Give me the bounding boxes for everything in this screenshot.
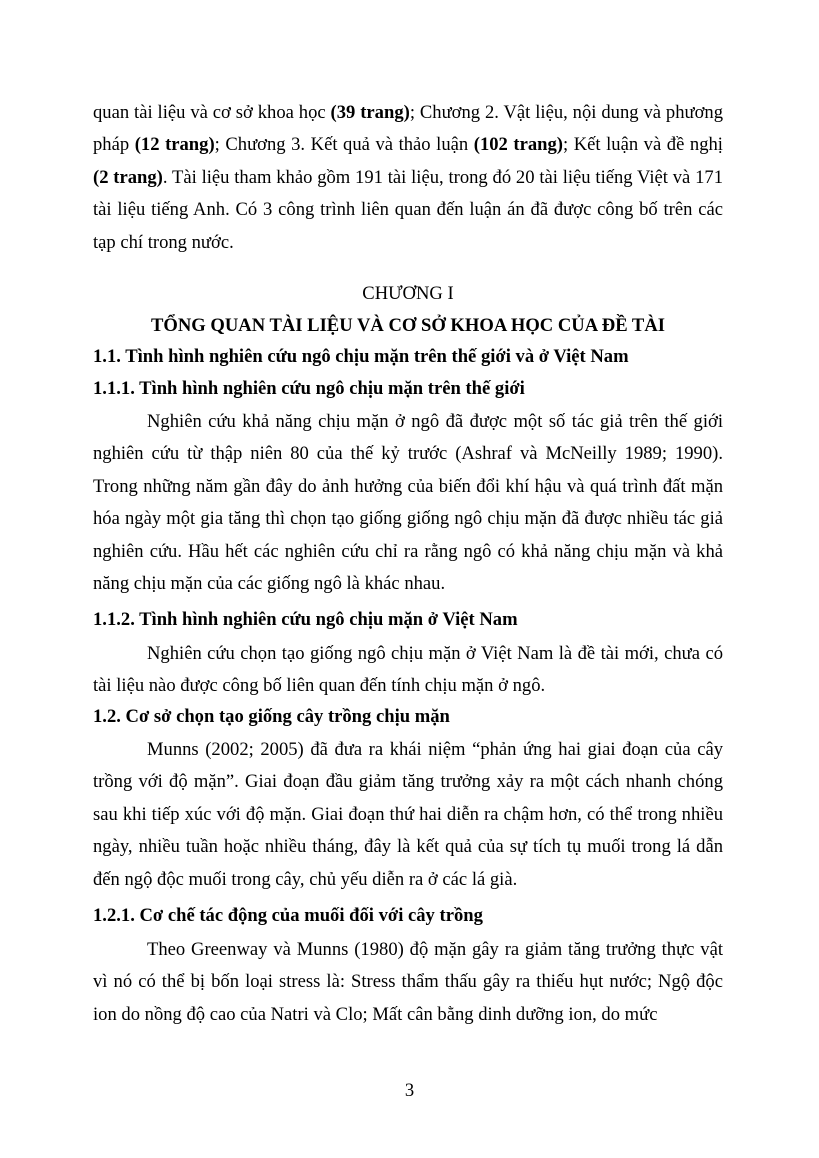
- section-1-1-2-heading: 1.1.2. Tình hình nghiên cứu ngô chịu mặn ở Việt Nam: [93, 609, 518, 630]
- intro-text-3: ; Chương 3. Kết quả và thảo luận: [214, 134, 474, 156]
- section-1-1-1-heading: 1.1.1. Tình hình nghiên cứu ngô chịu mặn trên thế giới: [93, 378, 525, 399]
- intro-bold-4: (2 trang): [93, 166, 163, 188]
- intro-bold-3: (102 trang): [473, 134, 563, 156]
- intro-paragraph: [93, 97, 723, 259]
- intro-bold-2: (12 trang): [134, 134, 215, 156]
- section-1-2-1-heading: 1.2.1. Cơ chế tác động của muối đối với cây trồng: [93, 905, 483, 926]
- intro-text-5: . Tài liệu tham khảo gồm 191 tài liệu, trong đó 20 tài liệu tiếng Việt và 171 tài liệu tiếng Anh. Có 3 công trình liên quan đến luận án đã được công bố trên các tạp chí trong nước.: [93, 166, 723, 253]
- intro-text-2: ; Chương 2. Vật liệu, nội dung và phương pháp: [93, 102, 723, 156]
- section-1-1-heading: 1.1. Tình hình nghiên cứu ngô chịu mặn trên thế giới và ở Việt Nam: [93, 346, 629, 367]
- section-1-1-2-paragraph: Nghiên cứu chọn tạo giống ngô chịu mặn ở Việt Nam là đề tài mới, chưa có tài liệu nào được công bố liên quan đến tính chịu mặn ở ngô.: [93, 643, 723, 697]
- page-number: 3: [404, 1080, 415, 1101]
- section-1-1-1-paragraph: Nghiên cứu khả năng chịu mặn ở ngô đã được một số tác giả trên thế giới nghiên cứu từ thập niên 80 của thế kỷ trước (Ashraf và McNeilly 1989; 1990). Trong những năm gần đây do ảnh hưởng của biến đổi khí hậu và quá trình đất mặn hóa ngày một gia tăng thì chọn tạo giống giống ngô chịu mặn đã được nhiều tác giả nghiên cứu. Hầu hết các nghiên cứu chỉ ra rằng ngô có khả năng chịu mặn và khả năng chịu mặn của các giống ngô là khác nhau.: [93, 411, 723, 595]
- section-1-2-paragraph: Munns (2002; 2005) đã đưa ra khái niệm “phản ứng hai giai đoạn của cây trồng với độ mặn”. Giai đoạn đầu giảm tăng trưởng xảy ra một cách nhanh chóng sau khi tiếp xúc với độ mặn. Giai đoạn thứ hai diễn ra chậm hơn, có thể trong nhiều ngày, nhiều tuần hoặc nhiều tháng, đây là kết quả của sự tích tụ muối trong lá dẫn đến ngộ độc muối trong cây, chủ yếu diễn ra ở các lá già.: [93, 739, 723, 890]
- intro-text-4: ; Kết luận và đề nghị: [562, 134, 723, 156]
- chapter-label: CHƯƠNG I: [362, 283, 454, 304]
- section-1-2-1-paragraph: Theo Greenway và Munns (1980) độ mặn gây ra giảm tăng trưởng thực vật vì nó có thể bị bốn loại stress là: Stress thẩm thấu gây ra thiếu hụt nước; Ngộ độc ion do nồng độ cao của Natri và Clo; Mất cân bằng dinh dưỡng ion, do mức: [93, 939, 723, 1025]
- intro-bold-1: (39 trang): [330, 102, 410, 123]
- chapter-title: TỔNG QUAN TÀI LIỆU VÀ CƠ SỞ KHOA HỌC CỦA ĐỀ TÀI: [150, 315, 665, 336]
- section-1-2-heading: 1.2. Cơ sở chọn tạo giống cây trồng chịu mặn: [93, 706, 450, 727]
- intro-text-1: quan tài liệu và cơ sở khoa học: [93, 102, 331, 123]
